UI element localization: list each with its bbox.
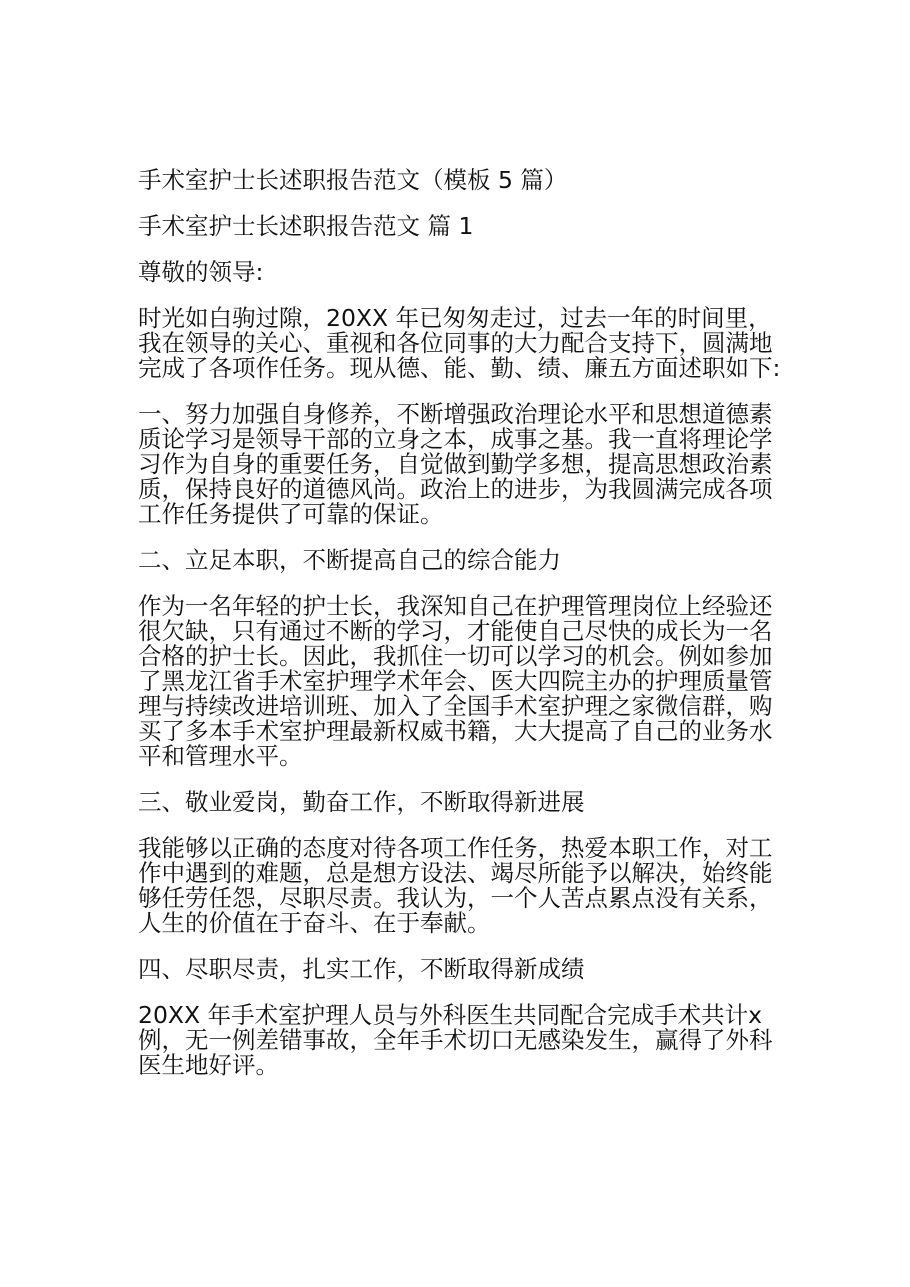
paragraph-section-1: 一、努力加强自身修养，不断增强政治理论水平和思想道德素质论学习是领导干部的立身之本，成事之基。我一直将理论学习作为自身的重要任务，自觉做到勤学多想，提高思想政治素质，保持良好的道德风尚。政治上的进步，为我圆满完成各项工作任务提供了可靠的保证。 — [138, 400, 773, 528]
paragraph-section-3: 我能够以正确的态度对待各项工作任务，热爱本职工作，对工作中遇到的难题，总是想方设法、竭尽所能予以解决，始终能够任劳任怨，尽职尽责。我认为，一个人苦点累点没有关系，人生的价值在于奋斗、在于奉献。 — [138, 834, 773, 937]
document-title: 手术室护士长述职报告范文（模板 5 篇） — [138, 166, 568, 194]
paragraph-section-2: 作为一名年轻的护士长，我深知自己在护理管理岗位上经验还很欠缺，只有通过不断的学习，才能使自己尽快的成长为一名合格的护士长。因此，我抓住一切可以学习的机会。例如参加了黑龙江省手术室护理学术年会、医大四院主办的护理质量管理与持续改进培训班、加入了全国手术室护理之家微信群，购买了多本手术室护理最新权威书籍，大大提高了自己的业务水平和管理水平。 — [138, 592, 773, 770]
salutation: 尊敬的领导: — [138, 258, 264, 286]
section-heading-3: 三、敬业爱岗，勤奋工作，不断取得新进展 — [138, 788, 585, 816]
paragraph-intro: 时光如白驹过隙，20XX 年已匆匆走过，过去一年的时间里，我在领导的关心、重视和各位同事的大力配合支持下，圆满地完成了各项作任务。现从德、能、勤、绩、廉五方面述职如下: — [138, 304, 781, 382]
document-body — [138, 168, 788, 1099]
section-heading-2: 二、立足本职，不断提高自己的综合能力 — [138, 546, 561, 574]
document-subtitle: 手术室护士长述职报告范文 篇 1 — [138, 212, 474, 240]
paragraph-section-4: 20XX 年手术室护理人员与外科医生共同配合完成手术共计x 例，无一例差错事故，全年手术切口无感染发生，赢得了外科医生地好评。 — [138, 1001, 773, 1079]
section-heading-4: 四、尽职尽责，扎实工作，不断取得新成绩 — [138, 955, 585, 983]
